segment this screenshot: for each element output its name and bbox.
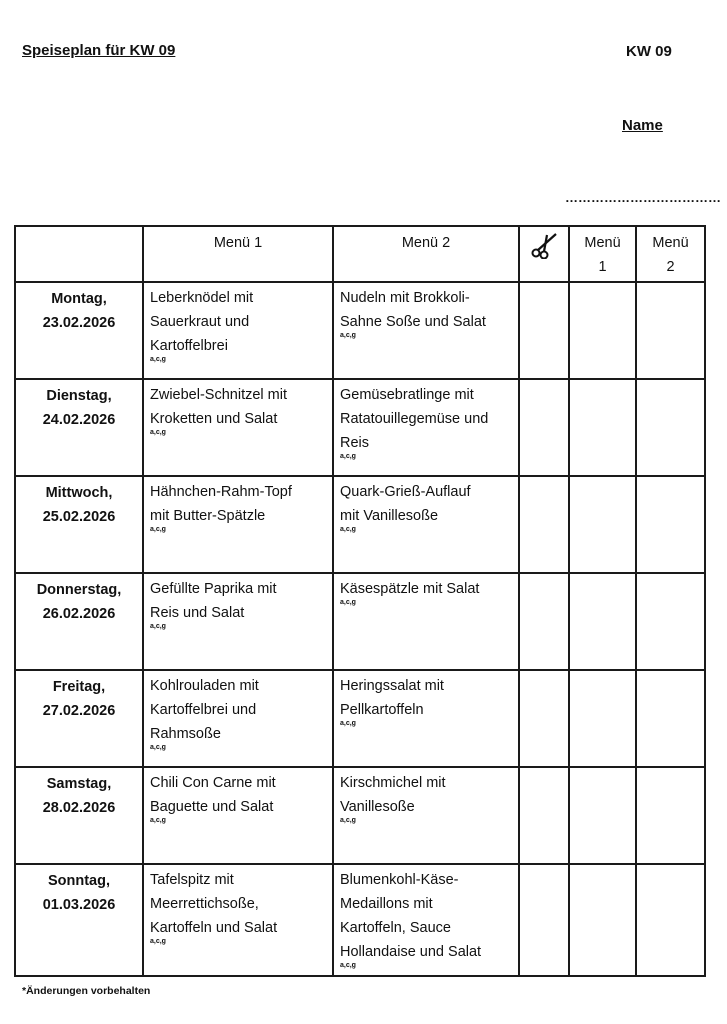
order-menu2-checkbox-cell[interactable] — [636, 767, 705, 864]
day-name: Mittwoch, — [45, 485, 113, 501]
day-cell — [15, 670, 143, 767]
header-day-cell — [15, 226, 143, 282]
menu2-allergens: a,c,g — [340, 962, 356, 969]
menu1-text-line: Zwiebel-Schnitzel mit — [150, 387, 287, 403]
menu2-text-line: Hollandaise und Salat — [340, 944, 482, 960]
menu1-text-line: Leberknödel mit — [150, 290, 254, 306]
menu2-text-line: Vanillesoße — [340, 799, 415, 815]
menu2-allergens: a,c,g — [340, 599, 356, 606]
menu2-allergens: a,c,g — [340, 720, 356, 727]
day-date: 26.02.2026 — [42, 606, 116, 622]
order-menu2-checkbox-cell[interactable] — [636, 379, 705, 476]
order-menu1-checkbox-cell[interactable] — [569, 767, 636, 864]
order-menu2-checkbox-cell[interactable] — [636, 670, 705, 767]
menu1-text-line: Kohlrouladen mit — [150, 678, 259, 694]
day-date: 24.02.2026 — [42, 412, 116, 428]
scissors-checkbox-cell[interactable] — [519, 864, 569, 976]
week-label: KW 09 — [626, 43, 672, 60]
name-entry-line[interactable]: ……………………………… — [565, 190, 721, 205]
day-date: 27.02.2026 — [42, 703, 116, 719]
table-row — [15, 282, 705, 379]
menu1-cell — [143, 573, 333, 670]
day-cell — [15, 573, 143, 670]
menu1-cell — [143, 670, 333, 767]
day-cell — [15, 767, 143, 864]
menu1-allergens: a,c,g — [150, 623, 166, 630]
scissors-icon — [529, 231, 559, 259]
day-date: 23.02.2026 — [42, 315, 116, 331]
order-menu1-checkbox-cell[interactable] — [569, 573, 636, 670]
header-order-menu2: Menü 2 — [636, 226, 705, 282]
scissors-checkbox-cell[interactable] — [519, 282, 569, 379]
order-menu1-checkbox-cell[interactable] — [569, 864, 636, 976]
menu2-cell — [333, 864, 519, 976]
order-menu1-checkbox-cell[interactable] — [569, 670, 636, 767]
menu1-allergens: a,c,g — [150, 356, 166, 363]
scissors-checkbox-cell[interactable] — [519, 670, 569, 767]
menu1-cell — [143, 864, 333, 976]
menu2-cell — [333, 573, 519, 670]
menu2-text-line: Medaillons mit — [340, 896, 433, 912]
day-cell — [15, 864, 143, 976]
menu1-allergens: a,c,g — [150, 817, 166, 824]
menu1-allergens: a,c,g — [150, 938, 166, 945]
menu1-text-line: Meerrettichsoße, — [150, 896, 259, 912]
day-name: Dienstag, — [46, 388, 112, 404]
order-menu2-checkbox-cell[interactable] — [636, 573, 705, 670]
menu2-text-line: Gemüsebratlinge mit — [340, 387, 474, 403]
menu2-allergens: a,c,g — [340, 453, 356, 460]
menu1-cell — [143, 282, 333, 379]
menu2-text-line: Kirschmichel mit — [340, 775, 446, 791]
scissors-checkbox-cell[interactable] — [519, 573, 569, 670]
scissors-checkbox-cell[interactable] — [519, 476, 569, 573]
table-row — [15, 573, 705, 670]
table-header-row — [15, 226, 705, 282]
order-menu2-checkbox-cell[interactable] — [636, 864, 705, 976]
menu1-allergens: a,c,g — [150, 526, 166, 533]
menu1-text-line: Baguette und Salat — [150, 799, 274, 815]
order-menu1-checkbox-cell[interactable] — [569, 476, 636, 573]
menu1-text-line: mit Butter-Spätzle — [150, 508, 266, 524]
order-menu2-checkbox-cell[interactable] — [636, 282, 705, 379]
day-cell — [15, 476, 143, 573]
menu1-text-line: Kartoffelbrei — [150, 338, 228, 354]
table-row — [15, 379, 705, 476]
menu1-text-line: Chili Con Carne mit — [150, 775, 276, 791]
header-menu1: Menü 1 — [143, 226, 333, 282]
menu1-text-line: Rahmsoße — [150, 726, 221, 742]
menu1-text-line: Kroketten und Salat — [150, 411, 278, 427]
table-row — [15, 767, 705, 864]
day-name: Donnerstag, — [36, 582, 122, 598]
menu1-text-line: Hähnchen-Rahm-Topf — [150, 484, 292, 500]
menu2-allergens: a,c,g — [340, 332, 356, 339]
menu2-cell — [333, 282, 519, 379]
day-name: Sonntag, — [47, 873, 111, 889]
table-row — [15, 864, 705, 976]
menu2-text-line: Heringssalat mit — [340, 678, 444, 694]
order-menu1-checkbox-cell[interactable] — [569, 379, 636, 476]
menu1-cell — [143, 476, 333, 573]
menu2-text-line: Pellkartoffeln — [340, 702, 424, 718]
menu1-text-line: Kartoffeln und Salat — [150, 920, 278, 936]
menu1-text-line: Sauerkraut und — [150, 314, 250, 330]
order-menu2-checkbox-cell[interactable] — [636, 476, 705, 573]
header-menu2: Menü 2 — [333, 226, 519, 282]
menu1-text-line: Reis und Salat — [150, 605, 245, 621]
header-order-menu1: Menü 1 — [569, 226, 636, 282]
day-cell — [15, 379, 143, 476]
day-date: 25.02.2026 — [42, 509, 116, 525]
menu2-text-line: Kartoffeln, Sauce — [340, 920, 451, 936]
menu2-text-line: Blumenkohl-Käse- — [340, 872, 459, 888]
meal-plan-table — [14, 225, 706, 977]
scissors-checkbox-cell[interactable] — [519, 379, 569, 476]
name-label: Name — [622, 117, 663, 134]
menu1-allergens: a,c,g — [150, 429, 166, 436]
day-cell — [15, 282, 143, 379]
menu2-cell — [333, 670, 519, 767]
menu2-text-line: Reis — [340, 435, 370, 451]
menu1-allergens: a,c,g — [150, 744, 166, 751]
day-date: 01.03.2026 — [42, 897, 116, 913]
order-menu1-checkbox-cell[interactable] — [569, 282, 636, 379]
menu2-text-line: Nudeln mit Brokkoli- — [340, 290, 470, 306]
menu2-text-line: Käsespätzle mit Salat — [340, 581, 480, 597]
day-date: 28.02.2026 — [42, 800, 116, 816]
menu1-text-line: Kartoffelbrei und — [150, 702, 257, 718]
table-row — [15, 476, 705, 573]
page-title: Speiseplan für KW 09 — [22, 42, 176, 59]
menu1-cell — [143, 379, 333, 476]
footnote: *Änderungen vorbehalten — [22, 985, 151, 997]
menu1-cell — [143, 767, 333, 864]
day-name: Samstag, — [46, 776, 112, 792]
menu2-cell — [333, 379, 519, 476]
menu2-cell — [333, 767, 519, 864]
scissors-checkbox-cell[interactable] — [519, 767, 569, 864]
table-row — [15, 670, 705, 767]
header-scissors-cell — [519, 226, 569, 282]
menu1-text-line: Tafelspitz mit — [150, 872, 234, 888]
day-name: Montag, — [51, 291, 107, 307]
menu2-text-line: Sahne Soße und Salat — [340, 314, 486, 330]
day-name: Freitag, — [52, 679, 106, 695]
menu2-text-line: Ratatouillegemüse und — [340, 411, 489, 427]
menu2-text-line: mit Vanillesoße — [340, 508, 439, 524]
menu2-cell — [333, 476, 519, 573]
menu2-allergens: a,c,g — [340, 526, 356, 533]
menu2-allergens: a,c,g — [340, 817, 356, 824]
menu2-text-line: Quark-Grieß-Auflauf — [340, 484, 471, 500]
menu1-text-line: Gefüllte Paprika mit — [150, 581, 277, 597]
